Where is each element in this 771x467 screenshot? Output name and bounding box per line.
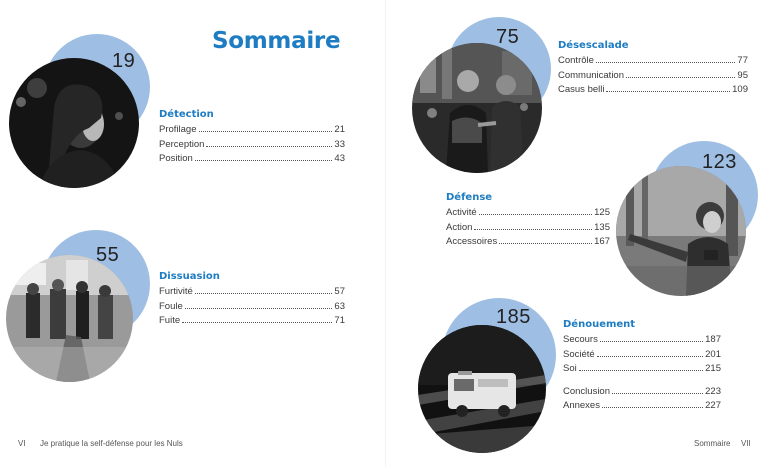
toc-entry[interactable] [563, 399, 721, 414]
toc-page: 215 [705, 363, 721, 374]
toc-entry[interactable] [446, 235, 610, 250]
toc-entry[interactable] [563, 333, 721, 348]
dissuasion-page-number: 55 [96, 244, 120, 266]
defense-page-number: 123 [702, 151, 737, 173]
section-heading-denouement: Dénouement [563, 319, 636, 330]
toc-entry[interactable] [159, 138, 345, 153]
toc-label: Activité [446, 207, 477, 218]
toc-page: 109 [732, 84, 748, 95]
toc-label: Secours [563, 334, 598, 345]
toc-page: 187 [705, 334, 721, 345]
leader-dots [596, 62, 736, 63]
toc-label: Soi [563, 363, 577, 374]
leader-dots [606, 91, 730, 92]
desescalade-page-number: 75 [496, 26, 520, 48]
toc-label: Conclusion [563, 385, 610, 397]
section-dissuasion [159, 271, 345, 329]
dissuasion-photo [6, 255, 133, 382]
toc-label: Annexes [563, 400, 600, 411]
detection-page-number: 19 [112, 50, 136, 72]
toc-page: 77 [737, 55, 748, 66]
denouement-photo [418, 325, 546, 453]
footer-right-page-number: VII [741, 439, 751, 448]
leader-dots [600, 341, 703, 342]
toc-label: Action [446, 221, 473, 233]
toc-entry[interactable] [563, 385, 721, 400]
leader-dots [195, 293, 333, 294]
section-detection [159, 109, 345, 167]
toc-label: Profilage [159, 124, 197, 135]
section-heading-dissuasion: Dissuasion [159, 271, 220, 282]
toc-page: 57 [334, 286, 345, 297]
toc-page: 33 [334, 138, 345, 150]
toc-entry[interactable] [558, 69, 748, 84]
section-heading-detection: Détection [159, 109, 214, 120]
toc-label: Accessoires [446, 236, 498, 247]
footer-left-book-title: Je pratique la self-défense pour les Nuls [40, 439, 183, 448]
footer-right-chapter-title: Sommaire [694, 439, 731, 448]
leader-dots [474, 229, 592, 230]
toc-entry[interactable] [159, 300, 345, 315]
toc-label: Casus belli [558, 84, 605, 95]
page-gutter [385, 0, 386, 467]
toc-page: 227 [705, 400, 721, 411]
section-defense [446, 192, 610, 250]
toc-entry[interactable] [446, 206, 610, 221]
toc-entry[interactable] [558, 83, 748, 98]
toc-page: 71 [334, 315, 345, 326]
leader-dots [612, 393, 703, 394]
leader-dots [195, 160, 333, 161]
toc-page: 125 [594, 207, 610, 218]
toc-entry[interactable] [159, 123, 345, 138]
toc-label: Communication [558, 69, 624, 81]
toc-entry[interactable] [563, 362, 721, 377]
toc-page: 167 [594, 236, 610, 247]
toc-entry[interactable] [159, 152, 345, 167]
toc-entry[interactable] [159, 314, 345, 329]
toc-entry[interactable] [563, 348, 721, 363]
toc-page: 43 [334, 153, 345, 164]
toc-label: Foule [159, 300, 183, 312]
leader-dots [479, 214, 593, 215]
leader-dots [182, 322, 332, 323]
section-desescalade [558, 40, 748, 98]
toc-label: Perception [159, 138, 205, 150]
toc-page: 95 [737, 69, 748, 81]
leader-dots [206, 146, 332, 147]
toc-label: Furtivité [159, 286, 193, 297]
leader-dots [499, 243, 592, 244]
section-heading-defense: Défense [446, 192, 493, 203]
toc-label: Position [159, 153, 193, 164]
toc-label: Société [563, 348, 595, 360]
toc-entry[interactable] [159, 285, 345, 300]
page-title: Sommaire [212, 28, 341, 54]
toc-page: 201 [705, 348, 721, 360]
leader-dots [199, 131, 333, 132]
desescalade-photo [412, 43, 542, 173]
toc-label: Contrôle [558, 55, 594, 66]
leader-dots [602, 407, 703, 408]
section-denouement [563, 319, 721, 414]
footer-left-page-number: VI [18, 439, 26, 448]
defense-photo [616, 166, 746, 296]
toc-page: 21 [334, 124, 345, 135]
toc-entry[interactable] [558, 54, 748, 69]
toc-page: 135 [594, 221, 610, 233]
toc-page: 63 [334, 300, 345, 312]
leader-dots [626, 77, 735, 78]
leader-dots [597, 356, 703, 357]
leader-dots [579, 370, 703, 371]
toc-page: 223 [705, 385, 721, 397]
toc-entry[interactable] [446, 221, 610, 236]
toc-label: Fuite [159, 315, 181, 326]
spacer [563, 377, 721, 385]
denouement-page-number: 185 [496, 306, 531, 328]
section-heading-desescalade: Désescalade [558, 40, 629, 51]
detection-photo [9, 58, 139, 188]
leader-dots [185, 308, 333, 309]
